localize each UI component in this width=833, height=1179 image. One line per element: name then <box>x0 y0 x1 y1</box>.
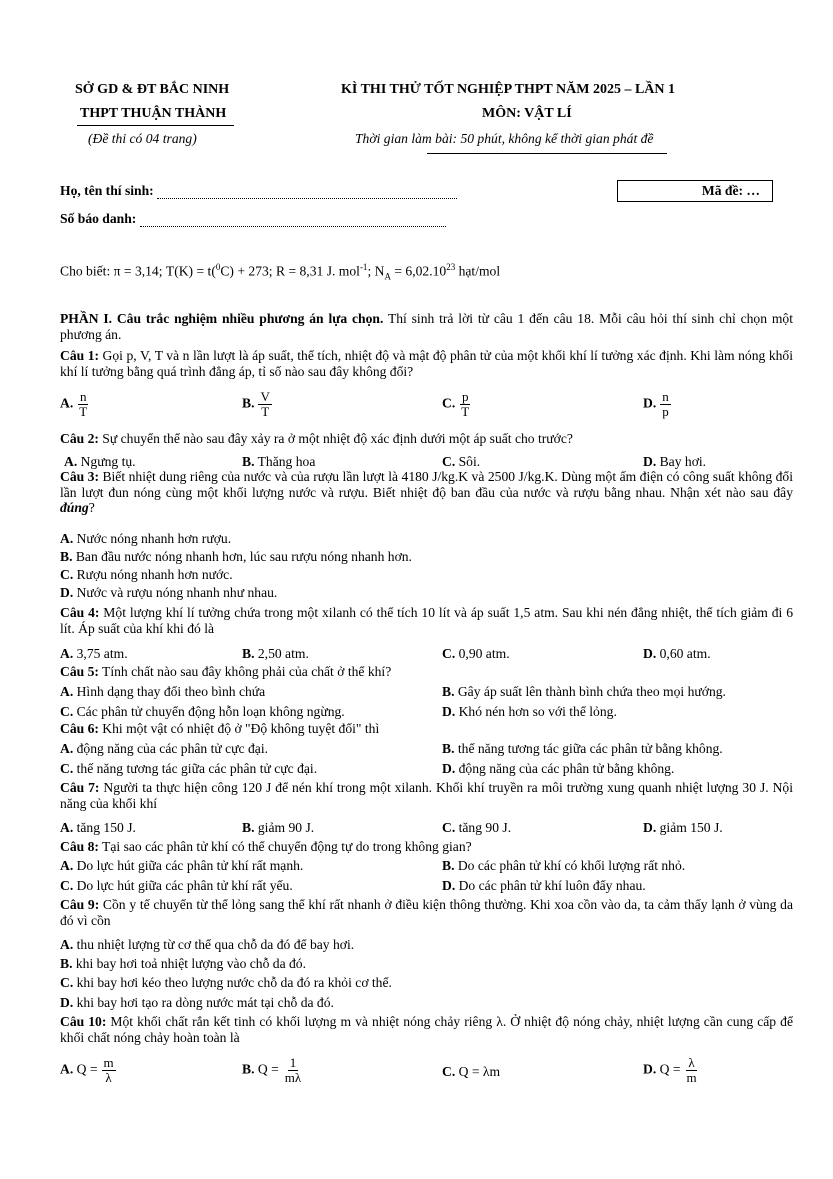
part1-title: PHẦN I. Câu trắc nghiệm nhiều phương án lựa chọn. <box>60 311 384 326</box>
question-text: Biết nhiệt dung riêng của nước và của rượu lần lượt là 4180 J/kg.K và 2500 J/kg.K. Dùng một ấm điện có công suất không đổi lần lượt đun nóng cùng một khối lượng nước và rượu. Biết nhiệt độ ban đầu của nước và rượu bằng nhau. Nhận xét nào sau đây <box>60 469 793 500</box>
fraction: $\frac{m}{\lambda}$ <box>103 1055 114 1085</box>
given-exp23: 23 <box>446 262 456 272</box>
page-count-note: (Đề thi có 04 trang) <box>88 131 197 146</box>
question-6 <box>60 721 793 737</box>
question-label: Câu 4: <box>60 605 100 620</box>
question-label: Câu 1: <box>60 348 100 363</box>
q10-option-c[interactable]: C. Q = λm <box>442 1064 501 1079</box>
question-3 <box>60 469 793 516</box>
question-text: Một khối chất rắn kết tinh có khối lượng m và nhiệt nóng chảy riêng λ. Ở nhiệt độ nóng chảy, nhiệt lượng cần cung cấp để khối chất nóng chảy hoàn toàn là <box>60 1014 793 1045</box>
q7-option-a[interactable]: A. tăng 150 J. <box>60 820 136 835</box>
candidate-id-dots <box>140 214 446 227</box>
question-label: Câu 10: <box>60 1014 107 1029</box>
q8-option-d[interactable]: D. Do các phân tử khí luôn đẩy nhau. <box>442 878 646 893</box>
given-exp: -1 <box>359 262 368 272</box>
q10-option-d[interactable]: D. Q = $\frac{\lambda}{m}$ <box>643 1055 697 1085</box>
q8-option-c[interactable]: C. Do lực hút giữa các phân tử khí rất yếu. <box>60 878 293 893</box>
question-text: Tính chất nào sau đây không phải của chất ở thể khí? <box>98 664 392 679</box>
q1-option-a[interactable]: A. $\frac{n}{T}$ <box>60 389 88 419</box>
q3-option-a[interactable]: A. Nước nóng nhanh hơn rượu. <box>60 531 232 546</box>
q8-option-a[interactable]: A. Do lực hút giữa các phân tử khí rất mạnh. <box>60 858 304 873</box>
q4-option-b[interactable]: B. 2,50 atm. <box>242 646 309 661</box>
q7-option-d[interactable]: D. giảm 150 J. <box>643 820 723 835</box>
q5-option-d[interactable]: D. Khó nén hơn so với thể lỏng. <box>442 704 617 719</box>
exam-code-label: Mã đề: … <box>701 183 760 198</box>
candidate-name-dots <box>157 186 457 199</box>
given-constants <box>60 259 793 284</box>
given-degree: 0 <box>215 262 221 272</box>
question-text: Gọi p, V, T và n lần lượt là áp suất, thể tích, nhiệt độ và mật độ phân tử của một khối khí lí tưởng xác định. Khi làm nóng khối khí lí tưởng bằng quá trình đẳng áp, tỉ số nào sau đây không đổi? <box>60 348 793 379</box>
question-text: Khi một vật có nhiệt độ ở "Độ không tuyệt đối" thì <box>98 721 380 736</box>
question-text: Tại sao các phân tử khí có thể chuyển động tự do trong không gian? <box>98 839 472 854</box>
q3-option-b[interactable]: B. Ban đầu nước nóng nhanh hơn, lúc sau rượu nóng nhanh hơn. <box>60 549 412 564</box>
q10-option-a[interactable]: A. Q = $\frac{m}{\lambda}$ <box>60 1055 114 1085</box>
exam-code-box <box>617 180 773 202</box>
q4-option-c[interactable]: C. 0,90 atm. <box>442 646 510 661</box>
q6-option-b[interactable]: B. thế năng tương tác giữa các phân tử bằng không. <box>442 741 723 756</box>
question-label: Câu 8: <box>60 839 99 854</box>
candidate-id-row <box>60 211 446 227</box>
q4-option-a[interactable]: A. 3,75 atm. <box>60 646 128 661</box>
given-part4: hạt/mol <box>455 263 501 279</box>
question-9 <box>60 897 793 928</box>
question-4 <box>60 605 793 636</box>
question-10 <box>60 1014 793 1045</box>
given-part3: = 6,02.10 <box>390 263 447 279</box>
subject-title: MÔN: VẬT LÍ <box>482 106 572 121</box>
question-2 <box>60 431 793 447</box>
q9-option-d[interactable]: D. khi bay hơi tạo ra dòng nước mát tại chỗ da đó. <box>60 995 334 1010</box>
fraction: $\frac{1}{m\lambda}$ <box>284 1055 302 1085</box>
q9-option-a[interactable]: A. thu nhiệt lượng từ cơ thể qua chỗ da đó để bay hơi. <box>60 937 355 952</box>
q2-option-c[interactable]: C. Sôi. <box>442 454 481 469</box>
question-label: Câu 7: <box>60 780 100 795</box>
q1-option-b[interactable]: B. $\frac{V}{T}$ <box>242 389 270 419</box>
candidate-name-label: Họ, tên thí sinh: <box>60 183 154 198</box>
question-tail: ? <box>88 500 95 516</box>
q2-option-d[interactable]: D. Bay hơi. <box>643 454 707 469</box>
q7-option-c[interactable]: C. tăng 90 J. <box>442 820 512 835</box>
question-label: Câu 9: <box>60 897 100 912</box>
question-text: Người ta thực hiện công 120 J để nén khí trong một xilanh. Khối khí truyền ra môi trường xung quanh nhiệt lượng 30 J. Nội năng của khối khí <box>60 780 793 811</box>
part1-heading <box>60 311 793 342</box>
q5-option-b[interactable]: B. Gây áp suất lên thành bình chứa theo mọi hướng. <box>442 684 726 699</box>
q5-option-a[interactable]: A. Hình dạng thay đổi theo bình chứa <box>60 684 266 699</box>
question-text: Một lượng khí lí tưởng chứa trong một xilanh có thể tích 10 lít và áp suất 1,5 atm. Sau khi nén đẳng nhiệt, thể tích giảm đi 6 lít. Áp suất của khí khi đó là <box>60 605 793 636</box>
question-label: Câu 2: <box>60 431 99 446</box>
q9-option-c[interactable]: C. khi bay hơi kéo theo lượng nước chỗ da đó ra khỏi cơ thể. <box>60 975 392 990</box>
school-name: THPT THUẬN THÀNH <box>80 106 227 121</box>
fraction: $\frac{V}{T}$ <box>260 389 270 419</box>
q1-option-c[interactable]: C. $\frac{p}{T}$ <box>442 389 470 419</box>
question-1 <box>60 348 793 379</box>
question-text: Sự chuyển thể nào sau đây xảy ra ở một nhiệt độ xác định dưới một áp suất cho trước? <box>98 431 573 446</box>
fraction: $\frac{\lambda}{m}$ <box>686 1055 697 1085</box>
q6-option-a[interactable]: A. động năng của các phân tử cực đại. <box>60 741 268 756</box>
q2-option-b[interactable]: B. Thăng hoa <box>242 454 316 469</box>
part1-description: Thí sinh trả lời từ câu 1 đến câu 18. Mỗi câu hỏi thí sinh chỉ chọn một phương án. <box>60 311 793 342</box>
question-label: Câu 6: <box>60 721 99 736</box>
school-department: SỞ GD & ĐT BẮC NINH <box>75 82 230 97</box>
given-sub: A <box>384 271 391 282</box>
given-lead: Cho biết: π = 3,14; T(K) = t( <box>60 263 216 279</box>
q10-option-b[interactable]: B. Q = $\frac{1}{m\lambda}$ <box>242 1055 302 1085</box>
candidate-name-row <box>60 183 457 199</box>
q6-option-d[interactable]: D. động năng của các phân tử bằng không. <box>442 761 675 776</box>
q6-option-c[interactable]: C. thế năng tương tác giữa các phân tử cực đại. <box>60 761 318 776</box>
fraction: $\frac{p}{T}$ <box>461 389 470 419</box>
fraction: $\frac{n}{T}$ <box>79 389 88 419</box>
q5-option-c[interactable]: C. Các phân tử chuyển động hỗn loạn không ngừng. <box>60 704 345 719</box>
question-text: Cồn y tế chuyển từ thể lỏng sang thể khí rất nhanh ở điều kiện thông thường. Khi xoa cồn vào da, ta cảm thấy lạnh ở vùng da đó vì cồn <box>60 897 793 928</box>
exam-title: KÌ THI THỬ TỐT NGHIỆP THPT NĂM 2025 – LẦN 1 <box>341 82 675 97</box>
q8-option-b[interactable]: B. Do các phân tử khí có khối lượng rất nhỏ. <box>442 858 686 873</box>
q3-option-d[interactable]: D. Nước và rượu nóng nhanh như nhau. <box>60 585 278 600</box>
question-label: Câu 3: <box>60 469 99 484</box>
given-part2: ; N <box>367 263 385 279</box>
question-7 <box>60 780 793 811</box>
q7-option-b[interactable]: B. giảm 90 J. <box>242 820 315 835</box>
q2-option-a[interactable]: A. Ngưng tụ. <box>64 454 136 469</box>
q4-option-d[interactable]: D. 0,60 atm. <box>643 646 711 661</box>
question-8 <box>60 839 793 855</box>
q9-option-b[interactable]: B. khi bay hơi toả nhiệt lượng vào chỗ da đó. <box>60 956 307 971</box>
time-note: Thời gian làm bài: 50 phút, không kể thời gian phát đề <box>355 131 654 146</box>
fraction: $\frac{n}{p}$ <box>662 389 669 419</box>
question-5 <box>60 664 793 680</box>
school-name-underline <box>77 125 234 126</box>
time-note-underline <box>427 153 667 154</box>
question-label: Câu 5: <box>60 664 99 679</box>
given-part1: C) + 273; R = 8,31 J. mol <box>220 263 360 279</box>
q1-option-d[interactable]: D. $\frac{n}{p}$ <box>643 389 669 419</box>
q3-option-c[interactable]: C. Rượu nóng nhanh hơn nước. <box>60 567 233 582</box>
candidate-id-label: Số báo danh: <box>60 211 137 226</box>
question-emphasis: đúng <box>60 500 89 516</box>
